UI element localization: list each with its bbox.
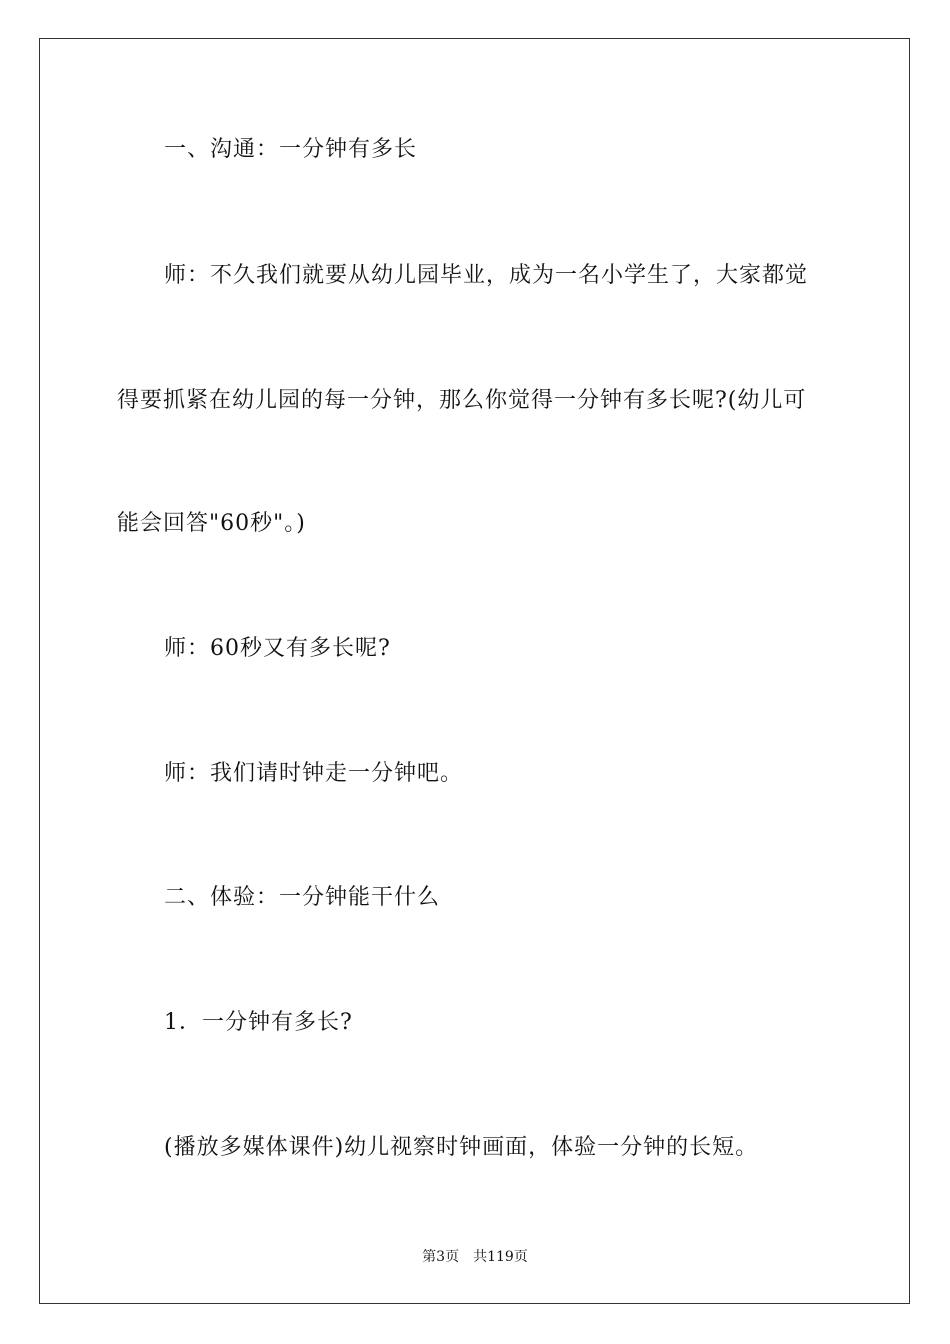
paragraph-line: 能会回答"60秒"。) [117,511,306,536]
paragraph-line: 师：不久我们就要从幼儿园毕业，成为一名小学生了，大家都觉 [164,263,809,288]
paragraph-line: 师：60秒又有多长呢? [164,636,391,661]
page-total: 共119页 [473,1249,528,1265]
paragraph-line: (播放多媒体课件)幼儿视察时钟画面，体验一分钟的长短。 [164,1135,759,1160]
paragraph-line: 得要抓紧在幼儿园的每一分钟，那么你觉得一分钟有多长呢?(幼儿可 [117,388,807,413]
section-heading-1: 一、沟通：一分钟有多长 [164,137,418,162]
page-footer [0,1247,950,1267]
section-heading-2: 二、体验：一分钟能干什么 [164,885,441,910]
page-number: 第3页 [422,1249,460,1265]
list-item: 1．一分钟有多长? [164,1010,353,1035]
paragraph-line: 师：我们请时钟走一分钟吧。 [164,761,464,786]
page-frame [39,38,910,1304]
